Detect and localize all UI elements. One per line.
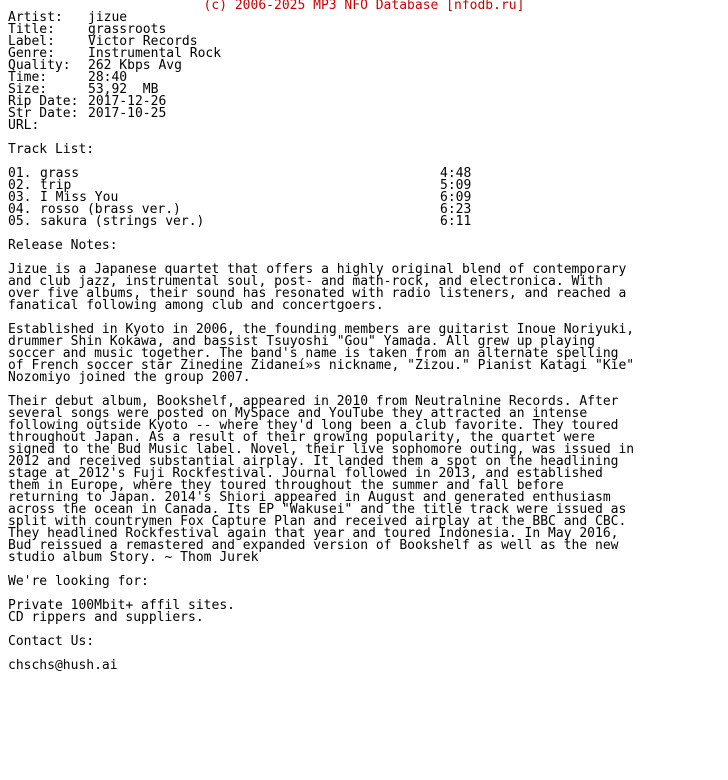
- tracklist: [8, 168, 724, 228]
- track-number: 01.: [8, 166, 32, 181]
- info-label: Quality:: [8, 58, 71, 73]
- looking-for-item: CD rippers and suppliers.: [8, 610, 204, 625]
- info-value: 53,92 MB: [88, 82, 159, 97]
- release-notes-line: following outside Kyoto -- where they'd long been a club favorite. They toured: [8, 418, 619, 433]
- release-notes-line: Nozomiyo joined the group 2007.: [8, 370, 251, 385]
- info-label: Genre:: [8, 46, 55, 61]
- info-label: Size:: [8, 82, 48, 97]
- info-str-date: [8, 108, 724, 120]
- release-notes-line: and club jazz, instrumental soul, post- and math-rock, and electronica. With: [8, 274, 603, 289]
- info-value: grassroots: [88, 22, 167, 37]
- info-label: Title:: [8, 22, 55, 37]
- track-title: trip: [40, 178, 72, 193]
- release-notes-paragraph-2: [8, 324, 724, 384]
- track-title: rosso (brass ver.): [40, 202, 181, 217]
- info-value: 2017-12-26: [88, 94, 167, 109]
- info-label: URL:: [8, 118, 40, 133]
- contact-email: chschs@hush.ai: [8, 658, 118, 673]
- track-duration: 6:11: [440, 214, 472, 229]
- track-number: 02.: [8, 178, 32, 193]
- track-number: 05.: [8, 214, 32, 229]
- nfodb-copyright-header: (c) 2006-2025 MP3 NFO Database [nfodb.ru]: [203, 0, 525, 13]
- contact-heading: Contact Us:: [8, 634, 95, 649]
- release-notes-line: soccer and music together. The band's name is taken from an alternate spelling: [8, 346, 619, 361]
- release-notes-heading: Release Notes:: [8, 238, 118, 253]
- info-label: Artist:: [8, 10, 63, 25]
- release-notes-line: several songs were posted on MySpace and YouTube they attracted an intense: [8, 406, 588, 421]
- info-label: Rip Date:: [8, 94, 79, 109]
- track-title: I Miss You: [40, 190, 119, 205]
- release-info-block: [8, 12, 724, 132]
- release-notes-line: Jizue is a Japanese quartet that offers a highly original blend of contemporary: [8, 262, 627, 277]
- release-notes-line: Established in Kyoto in 2006, the founding members are guitarist Inoue Noriyuki,: [8, 322, 635, 337]
- release-notes-line: studio album Story. ~ Thom Jurek: [8, 550, 259, 565]
- looking-for-item: Private 100Mbit+ affil sites.: [8, 598, 235, 613]
- release-notes-line: fanatical following among club and concertgoers.: [8, 298, 384, 313]
- release-notes-line: throughout Japan. As a result of their growing popularity, the quartet were: [8, 430, 595, 445]
- release-notes-line: stage at 2012's Fuji Rockfestival. Journal followed in 2013, and established: [8, 466, 603, 481]
- track-duration: 6:23: [440, 202, 472, 217]
- track-title: sakura (strings ver.): [40, 214, 205, 229]
- looking-for-heading: We're looking for:: [8, 574, 149, 589]
- info-value: 2017-10-25: [88, 106, 167, 121]
- release-notes-line: split with countrymen Fox Capture Plan and received airplay at the BBC and CBC.: [8, 514, 627, 529]
- track-number: 03.: [8, 190, 32, 205]
- track-number: 04.: [8, 202, 32, 217]
- track-duration: 6:09: [440, 190, 472, 205]
- info-value: jizue: [88, 10, 128, 25]
- release-notes-line: They headlined Rockfestival again that year and toured Indonesia. In May 2016,: [8, 526, 619, 541]
- track-title: grass: [40, 166, 80, 181]
- track-duration: 5:09: [440, 178, 472, 193]
- release-notes-paragraph-1: [8, 264, 724, 312]
- track-row: [8, 168, 724, 180]
- release-notes-line: them in Europe, where they toured throughout the summer and fall before: [8, 478, 564, 493]
- release-notes-line: Bud reissued a remastered and expanded version of Bookshelf as well as the new: [8, 538, 619, 553]
- release-notes-line: 2012 and received substantial airplay. It landed them a spot on the headlining: [8, 454, 619, 469]
- release-notes-line: over five albums, their sound has resonated with radio listeners, and reached a: [8, 286, 627, 301]
- tracklist-heading: Track List:: [8, 142, 95, 157]
- track-duration: 4:48: [440, 166, 472, 181]
- release-notes-line: drummer Shin Kokawa, and bassist Tsuyoshi "Gou" Yamada. All grew up playing: [8, 334, 595, 349]
- info-label: Label:: [8, 34, 55, 49]
- track-row: [8, 216, 724, 228]
- info-value: Victor Records: [88, 34, 198, 49]
- release-notes-line: returning to Japan. 2014's Shiori appeared in August and generated enthusiasm: [8, 490, 611, 505]
- info-url: [8, 120, 724, 132]
- release-notes-line: across the ocean in Canada. Its EP "Wakusei" and the title track were issued as: [8, 502, 627, 517]
- info-value: 28:40: [88, 70, 128, 85]
- release-notes-paragraph-3: [8, 396, 724, 564]
- info-value: Instrumental Rock: [88, 46, 222, 61]
- release-notes-line: Their debut album, Bookshelf, appeared in 2010 from Neutralnine Records. After: [8, 394, 619, 409]
- info-value: 262 Kbps Avg: [88, 58, 182, 73]
- info-label: Str Date:: [8, 106, 79, 121]
- info-label: Time:: [8, 70, 48, 85]
- release-notes-line: of French soccer star Zinedine Zidaneí»s nickname, "Zizou." Pianist Katagi "Kie": [8, 358, 635, 373]
- release-notes-line: signed to the Bud Music label. Novel, their live sophomore outing, was issued in: [8, 442, 635, 457]
- nfo-document: [8, 0, 724, 672]
